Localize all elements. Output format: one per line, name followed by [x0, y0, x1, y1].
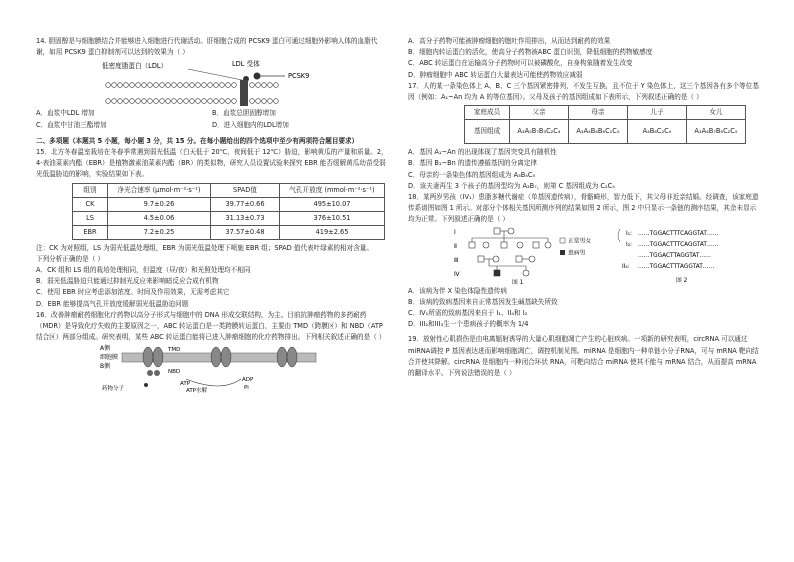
table-cell: CK	[73, 197, 108, 211]
q18-option-a[interactable]: A．该病为伴 X 染色体隐性遗传病	[408, 286, 507, 295]
q19-stem: 19．放射性心肌损伤是由电离辐射诱导的大量心肌细胞凋亡产生的心脏疾病。一项新的研究表明，circRNA 可以通过miRNA调控 P 基因表达进而影响细胞凋亡，调控机制见图。miRNA 是细胞内一种单链小分子RNA，可与 mRNA 靶向结合并使其降解。circRNA 是细胞内一种闭合环状 RNA，可靶向结合 miRNA 使其不能与 mRNA 结合，从而提高 mRNA 的翻译水平。下列说法错误的是（ ）	[408, 335, 759, 378]
drug-label: 药物分子	[102, 386, 125, 393]
q15-note: 注：CK 为对照组，LS 为弱光低温处理组，EBR 为弱光低温处理下喷施 EBR 组；SPAD 值代表叶绿素的相对含量。	[36, 243, 373, 252]
q18-option-c[interactable]: C．IV₁所需的致病基因来自于 I₁、II₄和 I₂	[408, 309, 528, 318]
table-row	[465, 120, 746, 144]
pcsk9-particle	[254, 73, 261, 80]
q15-table-header	[73, 183, 385, 197]
table-cell: 37.57±0.48	[211, 225, 280, 239]
table-cell: 495±10.07	[280, 197, 385, 211]
membrane-label: 细胞膜	[100, 354, 119, 362]
table-cell: 9.7±0.26	[108, 197, 211, 211]
q17-table	[464, 105, 746, 144]
membrane-bilayer	[106, 83, 279, 104]
legend-normal-icon	[560, 238, 565, 243]
seq-text: ……TGGACTTTCAGGTAT……	[638, 241, 719, 248]
q17-table-header	[465, 106, 746, 120]
q17-option-b[interactable]: B．基因 B₁~Bn 的遗传遵循基因的分离定律	[408, 159, 538, 168]
fig2-caption: 图 2	[676, 277, 688, 284]
q17-option-c[interactable]: C．母亲的一条染色体的基因组成为 A₃B₄C₅	[408, 170, 536, 179]
generation-labels	[454, 229, 460, 278]
table-cell: 7.2±0.25	[108, 225, 211, 239]
seq-label: I₂:	[626, 241, 632, 248]
atp-hydrolysis-label: ATP水解	[186, 388, 208, 394]
table-cell: 39.77±0.66	[211, 197, 280, 211]
q18-option-d[interactable]: D．III₂和III₃生一个患病孩子的概率为 1/4	[408, 320, 529, 329]
table-row	[73, 197, 385, 211]
nbd-domain	[154, 370, 160, 376]
q15-ask: 下列分析正确的是（ ）	[36, 254, 105, 263]
table-cell: A₃A₄B₄B₆C₁C₅	[569, 120, 628, 144]
q15-option-a[interactable]: A．CK 组和 LS 组的栽培处理相同，但温度（昼/夜）和光照处理均不相同	[36, 266, 251, 275]
q15-header-cell: 气孔开放度 (mmol·m⁻²·s⁻¹)	[280, 183, 385, 197]
q17-option-d[interactable]: D．该夫妻再生 3 个孩子的基因型均为 A₃B₇，则第 C 基因组成为 C₂C₅	[408, 181, 615, 190]
q16-option-d[interactable]: D．肿瘤细胞中 ABC 转运蛋白大量表达可能使药物效应减弱	[408, 70, 583, 79]
q14-option-a[interactable]: A．血浆中LDL 增加	[36, 109, 95, 118]
q15-option-c[interactable]: C．使用 EBR 时应考虑添加浓度、时间及作用效果，无需考虑其它	[36, 288, 230, 297]
q14-figure	[36, 58, 388, 108]
table-row	[73, 211, 385, 225]
ldl-label: 低密度脂蛋白（LDL）	[102, 62, 168, 71]
svg-text:Ⅱ: Ⅱ	[454, 242, 457, 250]
sequence-figure	[622, 231, 719, 284]
pedigree-figure	[408, 226, 760, 286]
q14-options	[36, 108, 388, 130]
abc-transporter-diagram	[36, 343, 388, 393]
q15-option-d[interactable]: D．EBR 能够提高气孔开放度缓解弱光低温胁迫问题	[36, 299, 189, 308]
legend-normal-label: 正常男女	[568, 238, 592, 245]
seq-text: ……TGGACTTTAGGTAT……	[638, 263, 715, 270]
q17-option-a[interactable]: A．基因 A₁~An 的出现体现了基因突变具有随机性	[408, 148, 557, 157]
q17-header-cell: 父亲	[510, 106, 569, 120]
q17-header-cell: 母亲	[569, 106, 628, 120]
seq-text: ……TGGACTTAGGTAT……	[638, 252, 711, 259]
q16-stem: 16．改善肿瘤耐药细胞化疗药物以高分子形式与细胞中的 DNA 形成交联结构，为主。目前抗肿瘤药物的多药耐药（MDR）是导致化疗失败的主要原因之一，ABC 转运蛋白是一类跨膜转运蛋白，主要由 TMD（跨膜区）和 NBD（ATP 结合区）两部分组成。研究表明，某些 ABC 转运蛋白能将已进入肿瘤细胞的化疗药物排出。下列相关叙述正确的是（ ）	[36, 310, 386, 342]
q14-option-d[interactable]: D．进入细胞内的LDL增加	[212, 120, 289, 129]
table-cell: 376±10.51	[280, 211, 385, 225]
q17-header-cell: 家庭成员	[465, 106, 510, 120]
table-cell: A₃A₄B₇B₆C₂C₅	[687, 120, 746, 144]
legend-affected-icon	[560, 250, 565, 255]
table-row	[73, 225, 385, 239]
left-column	[36, 36, 388, 393]
svg-text:Ⅰ: Ⅰ	[454, 228, 456, 236]
svg-text:Ⅳ: Ⅳ	[454, 270, 460, 278]
pi-label: Pi	[244, 385, 249, 392]
seq-text: ……TGGACTTTCAGGTAT……	[638, 230, 719, 237]
q16-figure	[36, 343, 388, 393]
q14-option-b[interactable]: B．血浆总胆固醇增加	[212, 109, 276, 118]
q14-option-c[interactable]: C．血浆中甘油三酯增加	[36, 120, 107, 129]
legend-affected-label: 患病男	[568, 250, 586, 257]
q15-option-b[interactable]: B．弱光低温胁迫只能通过抑制光反应来影响暗反应合成有机物	[36, 277, 219, 286]
q16-option-b[interactable]: B．细胞内转运蛋白的活化，使高分子药物被ABC 蛋白识别，降低细胞的药物敏感度	[408, 48, 653, 57]
table-cell: 31.13±0.73	[211, 211, 280, 225]
q16-option-c[interactable]: C．ABC 转运蛋白在运输高分子药物时可以被磷酸化，自身构象随着发生改变	[408, 59, 633, 68]
q18-option-b[interactable]: B．该病的致病基因来自正常基因发生碱基缺失所致	[408, 297, 558, 306]
a-side-label: A侧	[100, 345, 111, 353]
seq-label: II₄:	[622, 263, 630, 270]
ldl-receptor-label: LDL 受体	[232, 60, 260, 69]
section-heading-multi: 二、多项题（本题共 5 小题，每小题 3 分，共 15 分。在每小题给出的四个选项中至少有两项符合题目要求）	[36, 136, 359, 145]
pcsk9-label: PCSK9	[288, 72, 310, 81]
svg-text:Ⅲ: Ⅲ	[454, 256, 459, 264]
table-cell: 419±2.65	[280, 225, 385, 239]
table-cell: EBR	[73, 225, 108, 239]
ldl-receptor-diagram	[36, 58, 388, 108]
atp-label: ATP	[180, 381, 191, 388]
q17-header-cell: 儿子	[628, 106, 687, 120]
q18-figures	[408, 226, 760, 286]
table-cell: 4.5±0.06	[108, 211, 211, 225]
adp-label: ADP	[242, 377, 254, 384]
tmd-label: TMD	[168, 347, 181, 354]
seq-label: I₁:	[626, 230, 632, 237]
right-column	[408, 36, 760, 379]
q15-header-cell: 组别	[73, 183, 108, 197]
q17-header-cell: 女儿	[687, 106, 746, 120]
table-cell: 基因组成	[465, 120, 510, 144]
table-cell: A₃A₅B₇B₃C₂C₄	[510, 120, 569, 144]
q16-option-a[interactable]: A．高分子药物可能被肿瘤细胞的胞吐作用排出，从而达到耐药的效果	[408, 37, 611, 45]
q14-stem: 14. 胆固醇是与细胞膜结合并能够进入细胞进行代谢活动。肝细胞合成的 PCSK9 蛋白可通过细胞外影响人体的血脂代谢，如用 PCSK9 蛋白抑制剂可以达到的效果为（ ）	[36, 37, 378, 57]
q15-stem: 15．北方冬春温室栽培在冬春季常遇到弱光低温（白天低于 20℃，夜间低于 12℃）胁迫，影响黄瓜的产量和质量。2，4-表油菜素内酯（EBR）是植物激素油菜素内酯（BR）的类似物，研究人员设置试验来探究 EBR 能否缓解黄瓜幼苗受弱光低温胁迫的影响，实验结果如下表。	[36, 148, 388, 179]
nbd-domain	[147, 370, 153, 376]
pedigree-chart	[469, 228, 551, 276]
q17-stem: 17．人的某一条染色体上 A、B、C 三个基因紧密排列，不发生互换，且不位于 Y 染色体上，这三个基因各有多个等位基因（例如：A₁~An 均为 A 的等位基因）。父母及孩子的基因组成如下表所示，下列叙述正确的是（ ）	[408, 81, 759, 102]
table-cell: A₄B₆C₂C₉	[628, 120, 687, 144]
q15-header-cell: SPAD值	[211, 183, 280, 197]
q18-stem: 18．某两岁男孩（IV₁）患脂多糖代谢症（单基因遗传病），骨骼畸形，智力低下，其父母非近亲结婚。经调查，该家庭遗传系谱图如图 1 所示。对部分个体相关基因所测序列的结果如图 2 所示，图 2 中只显示一条链的测序结果，其余未显示均为正常。下列叙述正确的是（ ）	[408, 193, 759, 224]
drug-molecule	[144, 383, 148, 387]
ldl-receptor-protein	[240, 80, 248, 106]
table-cell: LS	[73, 211, 108, 225]
q15-table	[72, 183, 385, 240]
fig1-caption: 图 1	[512, 279, 524, 286]
nbd-label: NBD	[168, 369, 181, 376]
b-side-label: B侧	[100, 363, 111, 371]
q15-header-cell: 净光合速率 (μmol·m⁻²·s⁻¹)	[108, 183, 211, 197]
